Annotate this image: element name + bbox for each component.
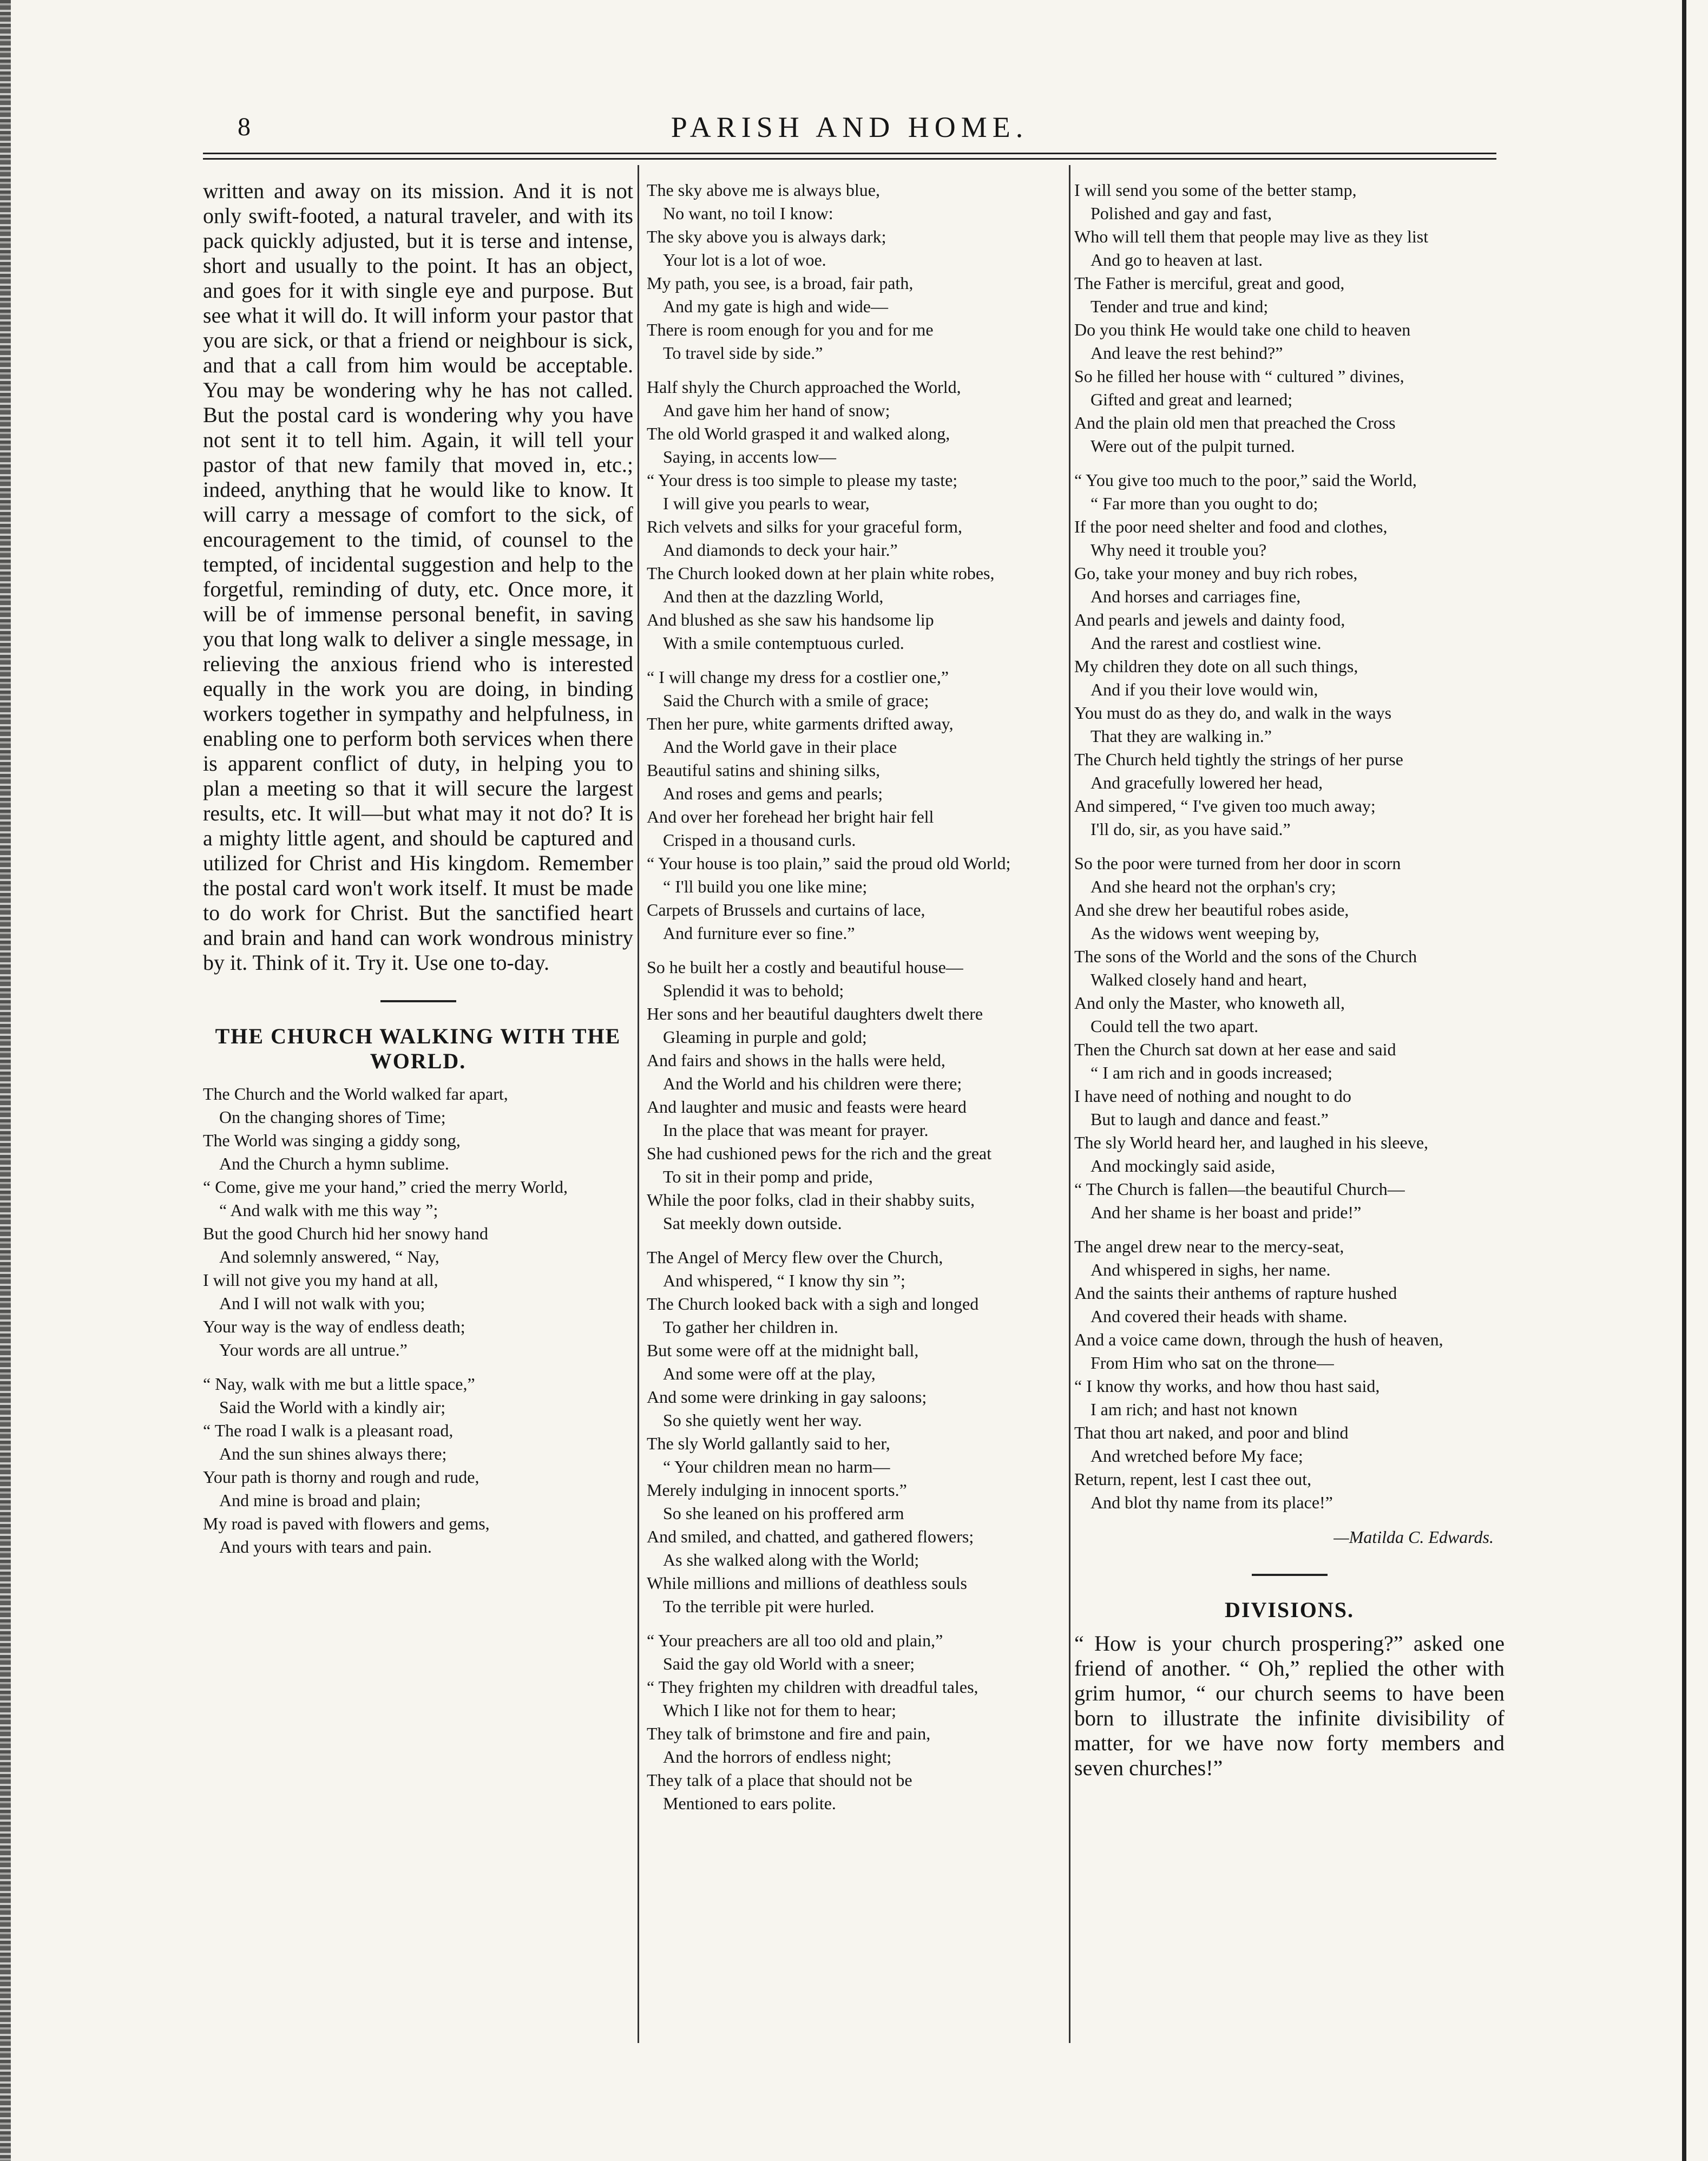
stanza [647,376,1077,655]
verse-line: “ Your children mean no harm— [663,1457,890,1476]
verse-line: Who will tell them that people may live as they list [1074,227,1429,246]
verse-line: “ Your house is too plain,” said the proud old World; [647,853,1011,873]
verse-line: Saying, in accents low— [663,447,836,467]
section-separator [1252,1574,1328,1576]
verse-line: Which I like not for them to hear; [663,1700,896,1720]
page-number: 8 [238,113,251,141]
section-separator [380,1000,456,1002]
column-1 [203,179,633,1569]
column-divider [638,165,639,2043]
verse-line: Rich velvets and silks for your graceful form, [647,517,962,536]
verse-line: And diamonds to deck your hair.” [663,540,898,560]
verse-line: So he built her a costly and beautiful house— [647,957,963,977]
verse-line: The Father is merciful, great and good, [1074,273,1345,293]
verse-line: Walked closely hand and heart, [1091,970,1307,989]
postal-card-paragraph: written and away on its mission. And it is not only swift-footed, a natural traveler, and with its pack quickly adjusted, but it is terse and intense, short and usually to the point. It has an object, and goes for it with single eye and purpose. But see what it will do. It will inform your pastor that you are sick, or that a friend or neighbour is sick, and that a call from him would be acceptable. You may be wondering why he has not called. But the postal card is wondering why you have not sent it to tell him. Again, it will tell your pastor of that new family that moved in, etc.; indeed, anything that he would like to know. It will carry a message of comfort to the sick, of encouragement to the timid, of counsel to the tempted, of incidental suggestion and help to the forgetful, reminding of duty, etc. Once more, it will be of immense personal benefit, in saving you that long walk to deliver a single message, in relieving the anxious friend who is interested equally in the work you are doing, in binding workers together in sympathy and helpfulness, in enabling one to perform both services when there is apparent conflict of duty, in helping you to plan a meeting so that it will secure the largest results, etc. It will—but what may it not do? It is a mighty little agent, and should be captured and utilized for Christ and His kingdom. Remember the postal card won't work itself. It must be made to do work for Christ. But the sanctified heart and brain and hand can work wondrous ministry by it. Think of it. Try it. Use one to-day. [203,179,633,975]
verse-line: You must do as they do, and walk in the ways [1074,703,1392,722]
verse-line: And whispered in sighs, her name. [1091,1260,1331,1279]
verse-line: Mentioned to ears polite. [663,1794,836,1813]
verse-line: They talk of brimstone and fire and pain, [647,1724,931,1743]
verse-line: So she quietly went her way. [663,1410,862,1430]
column-2 [647,179,1077,1826]
verse-line: The Church held tightly the strings of her purse [1074,750,1403,769]
verse-line: I will send you some of the better stamp, [1074,180,1357,200]
verse-line: Your way is the way of endless death; [203,1317,465,1336]
verse-line: And the rarest and costliest wine. [1091,633,1322,653]
verse-line: I am rich; and hast not known [1091,1400,1298,1419]
verse-line: Said the World with a kindly air; [219,1397,446,1417]
verse-line: Gleaming in purple and gold; [663,1027,867,1047]
verse-line: Beautiful satins and shining silks, [647,760,881,780]
verse-line: “ You give too much to the poor,” said the World, [1074,470,1417,490]
verse-line: She had cushioned pews for the rich and the great [647,1144,992,1163]
verse-line: From Him who sat on the throne— [1091,1353,1334,1372]
verse-line: The World was singing a giddy song, [203,1131,461,1150]
verse-line: The sky above me is always blue, [647,180,880,200]
verse-line: But the good Church hid her snowy hand [203,1224,489,1243]
scan-edge [0,0,11,2161]
verse-line: To sit in their pomp and pride, [663,1167,873,1186]
verse-line: “ I'll build you one like mine; [663,877,868,896]
scan-edge-right [1682,0,1686,2161]
verse-line: And gracefully lowered her head, [1091,773,1323,792]
verse-line: And horses and carriages fine, [1091,587,1301,606]
verse-line: To gather her children in. [663,1317,838,1337]
verse-line: The sons of the World and the sons of the Church [1074,947,1417,966]
verse-line: I will not give you my hand at all, [203,1270,438,1290]
verse-line: And yours with tears and pain. [219,1537,432,1556]
verse-line: My children they dote on all such things, [1074,656,1358,676]
verse-line: But some were off at the midnight ball, [647,1341,919,1360]
verse-line: And whispered, “ I know thy sin ”; [663,1271,905,1290]
verse-line: Carpets of Brussels and curtains of lace, [647,900,925,919]
page-header [203,106,1496,149]
verse-line: And mine is broad and plain; [219,1490,421,1510]
verse-line: The sky above you is always dark; [647,227,886,246]
verse-line: The angel drew near to the mercy-seat, [1074,1237,1344,1256]
verse-line: And the sun shines always there; [219,1444,447,1463]
verse-line: There is room enough for you and for me [647,320,934,339]
verse-line: Gifted and great and learned; [1091,390,1293,409]
verse-line: And smiled, and chatted, and gathered flowers; [647,1527,974,1546]
verse-line: And the plain old men that preached the Cross [1074,413,1396,432]
verse-line: And over her forehead her bright hair fell [647,807,934,826]
verse-line: And some were drinking in gay saloons; [647,1387,927,1407]
verse-line: The sly World gallantly said to her, [647,1434,890,1453]
verse-line: And I will not walk with you; [219,1293,425,1313]
verse-line: And then at the dazzling World, [663,587,884,606]
verse-line: Then her pure, white garments drifted away, [647,714,954,733]
verse-line: And solemnly answered, “ Nay, [219,1247,439,1266]
verse-line: But to laugh and dance and feast.” [1091,1109,1329,1129]
verse-line: Merely indulging in innocent sports.” [647,1480,907,1500]
verse-line: And the horrors of endless night; [663,1747,892,1766]
verse-line: And pearls and jewels and dainty food, [1074,610,1345,629]
verse-line: The old World grasped it and walked along, [647,424,950,443]
verse-line: Said the gay old World with a sneer; [663,1654,915,1673]
stanza [1074,179,1505,458]
verse-line: With a smile contemptuous curled. [663,633,904,653]
verse-line: Then the Church sat down at her ease and said [1074,1040,1396,1059]
verse-line: The Church looked down at her plain white robes, [647,563,995,583]
stanza [1074,469,1505,841]
verse-line: And the saints their anthems of rapture hushed [1074,1283,1397,1303]
column-3 [1074,179,1505,1781]
verse-line: Do you think He would take one child to heaven [1074,320,1411,339]
verse-line: So he filled her house with “ cultured ” divines, [1074,366,1404,386]
verse-line: To the terrible pit were hurled. [663,1597,875,1616]
header-rule-2 [203,158,1496,160]
verse-line: “ Your preachers are all too old and plain,” [647,1631,943,1650]
verse-line: Said the Church with a smile of grace; [663,691,929,710]
verse-line: If the poor need shelter and food and clothes, [1074,517,1388,536]
poem-title: THE CHURCH WALKING WITH THE WORLD. [215,1024,621,1073]
stanza [647,1629,1077,1815]
verse-line: “ Your dress is too simple to please my taste; [647,470,958,490]
verse-line: And the World and his children were there; [663,1074,962,1093]
verse-line: So the poor were turned from her door in scorn [1074,853,1401,873]
verse-line: My path, you see, is a broad, fair path, [647,273,914,293]
verse-line: And wretched before My face; [1091,1446,1303,1466]
verse-line: Tender and true and kind; [1091,297,1269,316]
verse-line: Crisped in a thousand curls. [663,830,856,850]
verse-line: Your lot is a lot of woe. [663,250,826,270]
verse-line: And the Church a hymn sublime. [219,1154,449,1173]
stanza [203,1082,633,1362]
verse-line: That they are walking in.” [1091,726,1272,746]
verse-line: Why need it trouble you? [1091,540,1267,560]
stanza [647,666,1077,945]
verse-line: Could tell the two apart. [1091,1016,1259,1036]
verse-line: The Angel of Mercy flew over the Church, [647,1247,943,1267]
verse-line: And laughter and music and feasts were heard [647,1097,967,1116]
verse-line: So she leaned on his proffered arm [663,1503,904,1523]
verse-line: “ Nay, walk with me but a little space,” [203,1374,475,1394]
divisions-title: DIVISIONS. [1225,1598,1354,1622]
verse-line: And furniture ever so fine.” [663,923,855,943]
verse-line: Her sons and her beautiful daughters dwelt there [647,1004,983,1023]
verse-line: And fairs and shows in the halls were held, [647,1050,945,1070]
verse-line: “ And walk with me this way ”; [219,1200,438,1220]
verse-line: “ Far more than you ought to do; [1091,494,1318,513]
verse-line: I will give you pearls to wear, [663,494,870,513]
verse-line: I have need of nothing and nought to do [1074,1086,1351,1106]
verse-line: As the widows went weeping by, [1091,923,1319,943]
verse-line: And only the Master, who knoweth all, [1074,993,1345,1013]
verse-line: And go to heaven at last. [1091,250,1263,270]
verse-line: And blot thy name from its place!” [1091,1493,1333,1512]
verse-line: And my gate is high and wide— [663,297,888,316]
verse-line: Polished and gay and fast, [1091,203,1272,223]
verse-line: And she heard not the orphan's cry; [1091,877,1336,896]
poem-attribution: —Matilda C. Edwards. [1333,1527,1494,1547]
verse-line: And if you their love would win, [1091,680,1318,699]
verse-line: That thou art naked, and poor and blind [1074,1423,1349,1442]
stanza [647,956,1077,1235]
verse-line: To travel side by side.” [663,343,823,363]
stanza [1074,852,1505,1224]
verse-line: “ I know thy works, and how thou hast said, [1074,1376,1380,1396]
verse-line: And a voice came down, through the hush of heaven, [1074,1330,1443,1349]
stanza [647,179,1077,365]
verse-line: No want, no toil I know: [663,203,833,223]
verse-line: And roses and gems and pearls; [663,784,883,803]
stanza [647,1246,1077,1618]
verse-line: And some were off at the play, [663,1364,876,1383]
verse-line: Your path is thorny and rough and rude, [203,1467,479,1487]
verse-line: “ The Church is fallen—the beautiful Church— [1074,1179,1405,1199]
stanza [1074,1235,1505,1514]
verse-line: “ I am rich and in goods increased; [1091,1063,1332,1082]
verse-line: My road is paved with flowers and gems, [203,1514,490,1533]
verse-line: On the changing shores of Time; [219,1107,446,1127]
verse-line: “ I will change my dress for a costlier one,” [647,667,949,687]
verse-line: And the World gave in their place [663,737,897,757]
verse-line: While millions and millions of deathless souls [647,1573,967,1593]
verse-line: And she drew her beautiful robes aside, [1074,900,1349,919]
verse-line: Splendid it was to behold; [663,981,844,1000]
verse-line: And mockingly said aside, [1091,1156,1276,1175]
verse-line: Return, repent, lest I cast thee out, [1074,1469,1312,1489]
verse-line: Your words are all untrue.” [219,1340,408,1359]
divisions-paragraph: “ How is your church prospering?” asked one friend of another. “ Oh,” replied the other with grim humor, “ our church seems to have been born to illustrate the infinite divisibility of matter, for we have now forty members and seven churches!” [1074,1631,1505,1780]
verse-line: While the poor folks, clad in their shabby suits, [647,1190,975,1210]
verse-line: “ The road I walk is a pleasant road, [203,1421,454,1440]
verse-line: And blushed as she saw his handsome lip [647,610,934,629]
stanza [203,1372,633,1559]
verse-line: In the place that was meant for prayer. [663,1120,929,1140]
verse-line: And gave him her hand of snow; [663,400,890,420]
verse-line: They talk of a place that should not be [647,1770,912,1790]
verse-line: I'll do, sir, as you have said.” [1091,819,1291,839]
verse-line: And her shame is her boast and pride!” [1091,1203,1362,1222]
verse-line: “ Come, give me your hand,” cried the merry World, [203,1177,568,1197]
verse-line: The Church looked back with a sigh and longed [647,1294,979,1313]
verse-line: And leave the rest behind?” [1091,343,1283,363]
verse-line: And simpered, “ I've given too much away; [1074,796,1376,816]
verse-line: And covered their heads with shame. [1091,1306,1348,1326]
header-rule [203,153,1496,154]
running-title: PARISH AND HOME. [671,111,1029,143]
verse-line: The Church and the World walked far apart, [203,1084,508,1104]
verse-line: “ They frighten my children with dreadful tales, [647,1677,978,1697]
verse-line: As she walked along with the World; [663,1550,919,1569]
verse-line: Half shyly the Church approached the World, [647,377,961,397]
verse-line: Go, take your money and buy rich robes, [1074,563,1358,583]
verse-line: The sly World heard her, and laughed in his sleeve, [1074,1133,1429,1152]
verse-line: Were out of the pulpit turned. [1091,436,1295,456]
verse-line: Sat meekly down outside. [663,1213,842,1233]
